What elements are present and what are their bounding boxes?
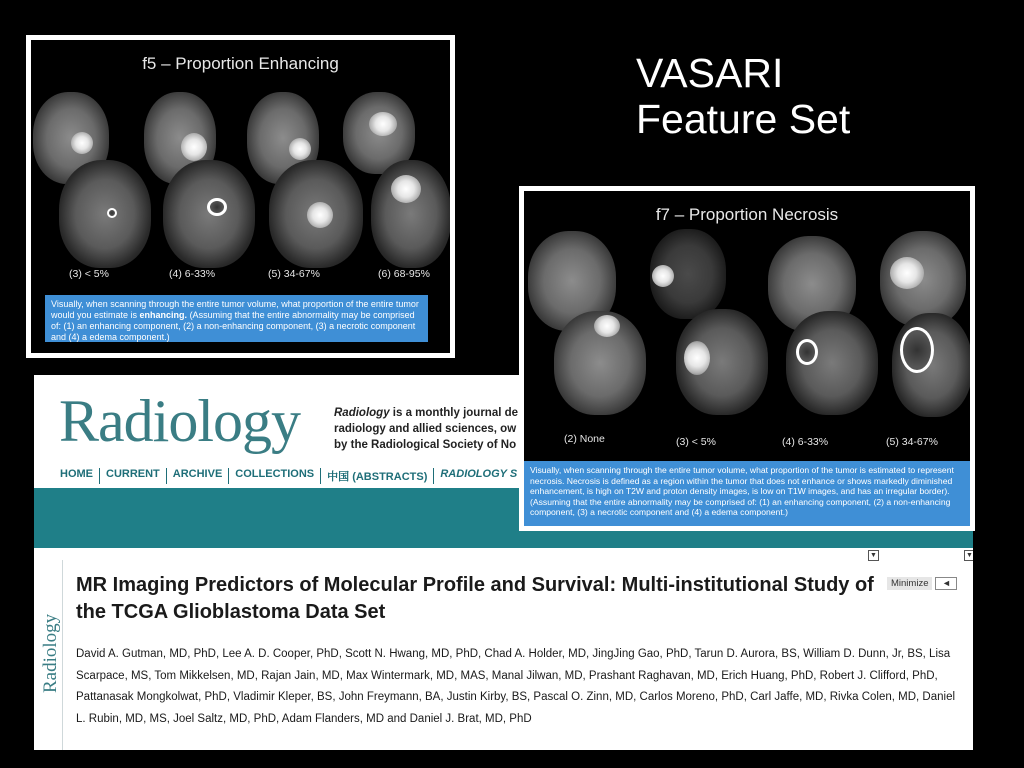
journal-tagline: Radiology is a monthly journal de radiology and allied sciences, ow by the Radiological Society of No [334, 407, 519, 451]
mri-lesion [71, 132, 93, 154]
slide-title [636, 50, 850, 142]
nav-archive[interactable]: ARCHIVE [166, 468, 229, 484]
mri-lesion [207, 198, 227, 216]
mri-lesion [307, 202, 333, 228]
f7-caption: (4) 6-33% [782, 436, 829, 448]
panel-f7 [519, 186, 975, 531]
panel-f5-title: f5 – Proportion Enhancing [142, 54, 339, 73]
nav-radiology-s[interactable]: RADIOLOGY S [433, 468, 523, 484]
nav-home[interactable]: HOME [60, 468, 93, 480]
f5-caption: (3) < 5% [69, 268, 109, 280]
nav-chinese-abstracts[interactable]: 中国 (ABSTRACTS) [320, 468, 433, 484]
mri-image [59, 160, 151, 268]
mri-lesion [107, 208, 117, 218]
slide-title-line1: VASARI [636, 50, 784, 96]
mri-image [163, 160, 255, 268]
sidebar-divider [62, 560, 63, 750]
f7-caption: (2) None [564, 433, 605, 445]
author-list: David A. Gutman, MD, PhD, Lee A. D. Cooper, PhD, Scott N. Hwang, MD, PhD, Chad A. Holder, MD, JingJing Gao, PhD, Tarun D. Aurora, BS, William D. Dunn, Jr, BS, Lisa Scarpace, MS, Tom Mikkelsen, MD, Rajan Jain, MD, Max Wintermark, MD, MAS, Manal Jilwan, MD, Prashant Raghavan, MD, Erich Huang, PhD, Robert J. Clifford, PhD, Pattanasak Mongkolwat, PhD, Vladimir Kleper, BS, John Freymann, BA, Justin Kirby, BS, Pascal O. Zinn, MD, Carlos Moreno, PhD, Carl Jaffe, MD, Rivka Colen, MD, Daniel L. Rubin, MD, MS, Joel Saltz, MD, PhD, Adam Flanders, MD and Daniel J. Brat, MD, PhD [76, 648, 956, 725]
mri-lesion [652, 265, 674, 287]
mri-lesion [684, 341, 710, 375]
mri-lesion [391, 175, 421, 203]
radiology-logo[interactable]: Radiology [59, 388, 300, 454]
chevron-down-icon[interactable]: ▼ [868, 550, 879, 561]
nav-current[interactable]: CURRENT [99, 468, 166, 484]
nav-collections[interactable]: COLLECTIONS [228, 468, 320, 484]
mri-lesion [796, 339, 818, 365]
mri-lesion [594, 315, 620, 337]
f5-caption: (4) 6-33% [169, 268, 216, 280]
f5-description: Visually, when scanning through the entire tumor volume, what proportion of the entire tumor would you estimate is enhancing. (Assuming that the entire abnormality may be comprised of: (1) an enhancing component, (2) a non-enhancing component, (3) a necrotic component and (4) a edema component.) [45, 295, 428, 342]
f7-caption: (3) < 5% [676, 436, 716, 448]
f5-caption: (5) 34-67% [268, 268, 320, 280]
mri-lesion [369, 112, 397, 136]
minimize-label: Minimize [887, 577, 932, 590]
panel-f7-title: f7 – Proportion Necrosis [655, 205, 839, 224]
article-title: MR Imaging Predictors of Molecular Profile and Survival: Multi-institutional Study of the TCGA Glioblastoma Data Set [76, 574, 874, 623]
panel-f5 [26, 35, 455, 358]
mri-lesion [289, 138, 311, 160]
mri-lesion [890, 257, 924, 289]
slide-title-line2: Feature Set [636, 96, 851, 142]
mri-lesion [181, 133, 207, 161]
arrow-left-icon: ◄ [935, 577, 957, 590]
mri-lesion [900, 327, 934, 373]
f7-caption: (5) 34-67% [886, 436, 938, 448]
vertical-radiology-logo: Radiology [40, 613, 61, 693]
mri-image [786, 311, 878, 415]
f7-description: Visually, when scanning through the entire tumor volume, what proportion of the tumor is estimated to represent necrosis. Necrosis is defined as a region within the tumor that does not enhance or shows markedly diminished enhancement, is high on T2W and proton density images, is low on T1W images, and has an irregular border). (Assuming that the entire abnormality may be comprised of: (1) an enhancing component, (2) a non-enhancing component, (3) a necrotic component and (4) a edema component.) [524, 461, 970, 526]
f5-caption: (6) 68-95% [378, 268, 430, 280]
main-nav [60, 468, 523, 484]
chevron-down-icon[interactable]: ▼ [964, 550, 973, 561]
minimize-button[interactable] [887, 577, 957, 590]
